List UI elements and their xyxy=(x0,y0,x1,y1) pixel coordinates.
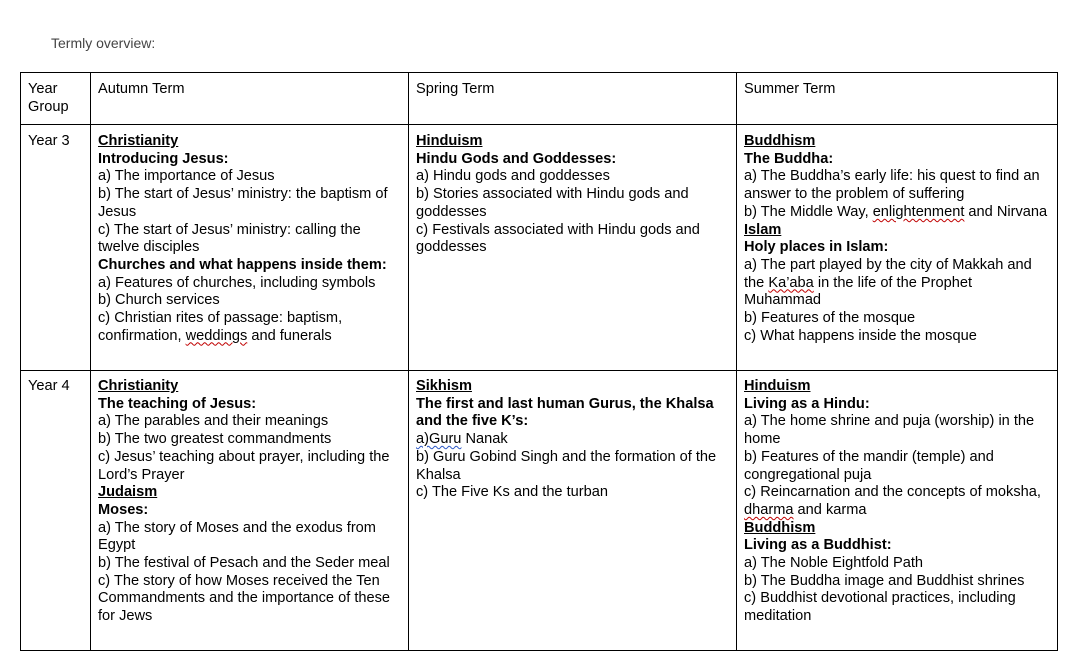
grammar-check-word[interactable]: a)Guru xyxy=(416,431,462,448)
year3-autumn-cell xyxy=(91,125,409,371)
religion-heading: Sikhism xyxy=(416,378,472,394)
religion-heading: Christianity xyxy=(98,378,179,394)
topic-heading: Moses: xyxy=(98,501,149,518)
topic-heading: Hindu Gods and Goddesses: xyxy=(416,150,617,167)
list-item: a) The home shrine and puja (worship) in the home xyxy=(744,413,1035,448)
year4-autumn-cell xyxy=(91,371,409,651)
list-item: b) Guru Gobind Singh and the formation of the Khalsa xyxy=(416,448,717,483)
list-item: b) Features of the mandir (temple) and congregational puja xyxy=(744,448,994,483)
list-item: c) Festivals associated with Hindu gods and goddesses xyxy=(416,221,700,256)
list-item xyxy=(744,257,1050,310)
list-item xyxy=(744,484,1050,519)
year4-spring-cell xyxy=(409,371,737,651)
religion-heading: Hinduism xyxy=(744,378,811,394)
topic-heading: Living as a Buddhist: xyxy=(744,537,892,554)
list-item xyxy=(98,310,401,345)
topic-heading: Introducing Jesus: xyxy=(98,150,229,167)
list-item: b) The two greatest commandments xyxy=(98,431,332,448)
religion-heading: Hinduism xyxy=(416,133,483,149)
list-item: b) Stories associated with Hindu gods and goddesses xyxy=(416,186,689,220)
list-item: c) The start of Jesus’ ministry: calling the twelve disciples xyxy=(98,221,361,256)
termly-overview-table xyxy=(20,72,1058,651)
table-row-year-4 xyxy=(21,371,1058,651)
year3-summer-cell xyxy=(737,125,1058,371)
item-text: and Nirvana xyxy=(964,203,1048,220)
list-item xyxy=(744,204,1050,222)
item-text: a) The part played by the city of Makkah and the xyxy=(744,256,1032,291)
topic-heading: The teaching of Jesus: xyxy=(98,395,257,412)
religion-heading: Judaism xyxy=(98,484,158,501)
religion-heading: Islam xyxy=(744,221,782,238)
list-item: c) The story of how Moses received the Ten Commandments and the importance of these for Jews xyxy=(98,572,391,625)
header-row xyxy=(21,73,1058,125)
item-text: c) Christian rites of passage: baptism, confirmation, xyxy=(98,310,343,344)
spellcheck-word[interactable]: dharma xyxy=(744,501,794,518)
year-label: Year 3 xyxy=(21,125,91,371)
list-item: b) The start of Jesus’ ministry: the baptism of Jesus xyxy=(98,186,388,220)
list-item: c) The Five Ks and the turban xyxy=(416,484,608,501)
page-title: Termly overview: xyxy=(51,35,156,51)
list-item: b) Features of the mosque xyxy=(744,310,916,327)
religion-heading: Christianity xyxy=(98,133,179,149)
list-item: a) The parables and their meanings xyxy=(98,413,329,430)
list-item: c) What happens inside the mosque xyxy=(744,327,977,344)
year3-spring-cell xyxy=(409,125,737,371)
header-summer-term: Summer Term xyxy=(737,73,1058,125)
list-item: a) The story of Moses and the exodus from Egypt xyxy=(98,519,376,554)
religion-heading: Buddhism xyxy=(744,519,816,536)
item-text: b) The Middle Way, xyxy=(744,203,873,220)
year4-summer-cell xyxy=(737,371,1058,651)
spellcheck-word[interactable]: Ka’aba xyxy=(768,274,814,291)
list-item: a) The importance of Jesus xyxy=(98,168,275,185)
item-text: and karma xyxy=(793,501,867,518)
topic-heading: Living as a Hindu: xyxy=(744,395,870,412)
list-item: a) The Noble Eightfold Path xyxy=(744,555,924,572)
item-text: in the life of the Prophet Muhammad xyxy=(744,274,972,309)
list-item xyxy=(416,431,729,449)
topic-heading: Holy places in Islam: xyxy=(744,239,889,256)
table-row-year-3 xyxy=(21,125,1058,371)
list-item: a) Hindu gods and goddesses xyxy=(416,168,610,185)
header-spring-term: Spring Term xyxy=(409,73,737,125)
year-label: Year 4 xyxy=(21,371,91,651)
religion-heading: Buddhism xyxy=(744,133,816,149)
spellcheck-word[interactable]: weddings xyxy=(185,327,248,344)
topic-heading: Churches and what happens inside them: xyxy=(98,256,387,273)
header-autumn-term: Autumn Term xyxy=(91,73,409,125)
list-item: b) The festival of Pesach and the Seder meal xyxy=(98,555,390,572)
list-item: a) The Buddha’s early life: his quest to find an answer to the problem of suffering xyxy=(744,168,1040,203)
spellcheck-word[interactable]: enlightenment xyxy=(872,203,965,220)
item-text: Nanak xyxy=(461,431,508,448)
list-item: c) Jesus’ teaching about prayer, including the Lord’s Prayer xyxy=(98,448,390,483)
list-item: b) Church services xyxy=(98,292,220,309)
list-item: c) Buddhist devotional practices, including meditation xyxy=(744,590,1016,625)
header-year-group: Year Group xyxy=(21,73,91,125)
topic-heading: The first and last human Gurus, the Khalsa and the five K’s: xyxy=(416,395,714,430)
list-item: a) Features of churches, including symbols xyxy=(98,274,376,291)
item-text: and funerals xyxy=(247,327,332,344)
item-text: c) Reincarnation and the concepts of moksha, xyxy=(744,484,1041,501)
topic-heading: The Buddha: xyxy=(744,150,834,167)
list-item: b) The Buddha image and Buddhist shrines xyxy=(744,572,1025,589)
